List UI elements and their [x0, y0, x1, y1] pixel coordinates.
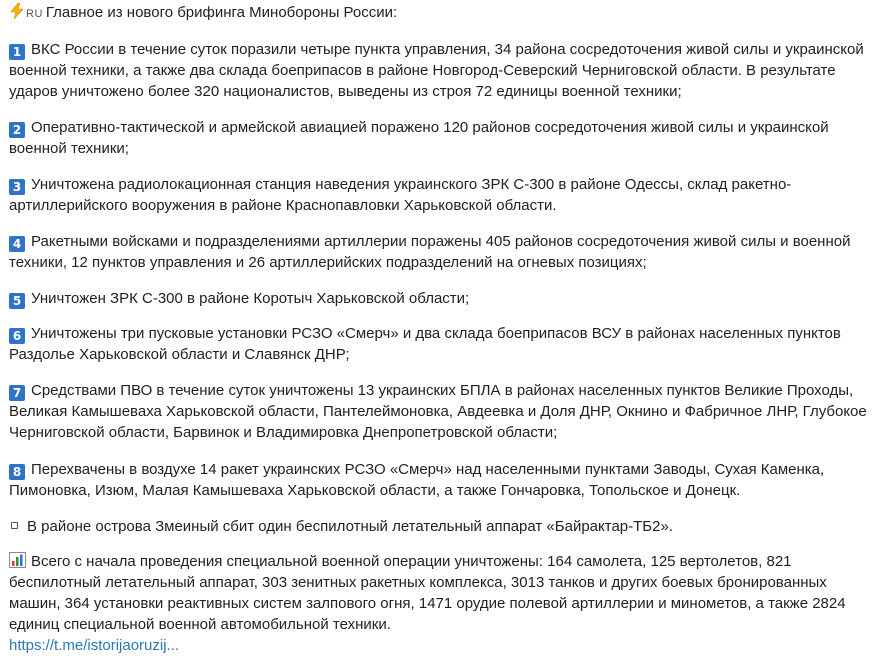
keycap-4-icon: 4	[9, 236, 25, 252]
keycap-1-icon: 1	[9, 44, 25, 60]
list-item-text: Перехвачены в воздухе 14 ракет украинских РСЗО «Смерч» над населенными пунктами Заводы, Сухая Каменка, Пимоновка, Изюм, Малая Камышеваха Харьковской области, а также Гончаровка, Топольское и Донецк.	[9, 461, 825, 499]
keycap-6-icon: 6	[9, 328, 25, 344]
bar-chart-icon	[9, 552, 26, 568]
keycap-2-icon: 2	[9, 122, 25, 138]
list-item-8	[9, 459, 869, 501]
small-square-icon	[11, 522, 18, 529]
list-item-text: Оперативно-тактической и армейской авиацией поражено 120 районов сосредоточения живой силы и украинской военной техники;	[9, 119, 829, 157]
summary-paragraph	[9, 551, 869, 656]
list-item-5	[9, 288, 869, 309]
list-item-7	[9, 380, 869, 443]
list-item-4	[9, 231, 869, 273]
list-item-2	[9, 117, 869, 159]
keycap-3-icon: 3	[9, 179, 25, 195]
list-item-text: ВКС России в течение суток поразили четыре пункта управления, 34 района сосредоточения живой силы и украинской военной техники, а также два склада боеприпасов в районе Новгород-Северский Черниговской области. В результате ударов уничтожено более 320 националистов, выведены из строя 72 единицы военной техники;	[9, 41, 864, 100]
post-header	[9, 2, 397, 25]
list-item-text: Средствами ПВО в течение суток уничтожены 13 украинских БПЛА в районах населенных пунктов Великие Проходы, Великая Камышеваха Харьковской области, Пантелеймоновка, Авдеевка и Доля ДНР, Окнино и Фабричное ЛНР, Глубокое Черниговской области, Барвинок и Владимировка Днепропетровской области;	[9, 382, 867, 441]
list-item-3	[9, 174, 869, 216]
source-link[interactable]: https://t.me/istorijaoruzij...	[9, 637, 180, 654]
keycap-5-icon: 5	[9, 293, 25, 309]
list-item-1	[9, 39, 869, 102]
keycap-8-icon: 8	[9, 464, 25, 480]
lightning-icon	[9, 3, 25, 19]
list-item-text: Уничтожен ЗРК С-300 в районе Коротыч Харьковской области;	[31, 290, 470, 307]
post-title: Главное из нового брифинга Минобороны России:	[45, 4, 398, 21]
list-item-6	[9, 323, 869, 365]
list-item-extra	[9, 516, 869, 537]
flag-ru: RU	[26, 8, 43, 20]
list-item-text: Уничтожены три пусковые установки РСЗО «Смерч» и два склада боеприпасов ВСУ в районах населенных пунктов Раздолье Харьковской области и Славянск ДНР;	[9, 325, 841, 363]
list-item-text: Ракетными войсками и подразделениями артиллерии поражены 405 районов сосредоточения живой силы и военной техники, 12 пунктов управления и 26 артиллерийских подразделений на огневых позициях;	[9, 233, 851, 271]
list-item-text: В районе острова Змеиный сбит один беспилотный летательный аппарат «Байрактар-ТБ2».	[27, 518, 673, 535]
keycap-7-icon: 7	[9, 385, 25, 401]
list-item-text: Уничтожена радиолокационная станция наведения украинского ЗРК С-300 в районе Одессы, склад ракетно-артиллерийского вооружения в районе Краснопавловки Харьковской области.	[9, 176, 792, 214]
summary-text: Всего с начала проведения специальной военной операции уничтожены: 164 самолета, 125 вертолетов, 821 беспилотный летательный аппарат, 303 зенитных ракетных комплекса, 3013 танков и других боевых бронированных машин, 364 установки реактивных систем залпового огня, 1471 орудие полевой артиллерии и минометов, а также 2824 единиц специальной военной автомобильной техники.	[9, 553, 846, 633]
